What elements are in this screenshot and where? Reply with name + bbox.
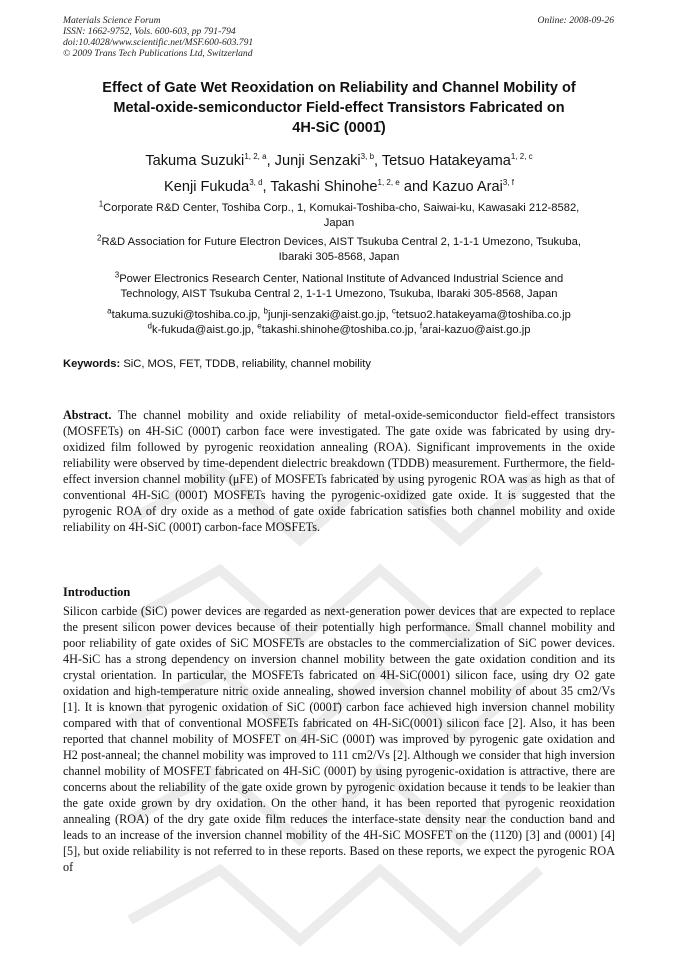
email-sup: e [257, 321, 262, 331]
author-name: Kazuo Arai [432, 179, 503, 195]
affiliation-text: Ibaraki 305-8568, Japan [278, 251, 400, 263]
author-conjunction: and [403, 179, 429, 195]
issn-line: ISSN: 1662-9752, Vols. 600-603, pp 791-794 [63, 26, 236, 37]
affiliation-text: Corporate R&D Center, Toshiba Corp., 1, Komukai-Toshiba-cho, Saiwai-ku, Kawasaki 212-8582, [103, 202, 580, 214]
title-line: Effect of Gate Wet Reoxidation on Reliability and Channel Mobility of [102, 80, 576, 96]
paper-title [40, 78, 638, 138]
author-name: Junji Senzaki [274, 153, 361, 169]
author-list [40, 148, 638, 200]
online-date: Online: 2008-09-26 [537, 15, 614, 26]
author-affil-sup: 3, f [502, 178, 514, 188]
title-line: Metal-oxide-semiconductor Field-effect Transistors Fabricated on [113, 100, 565, 116]
affiliation-number: 1 [98, 199, 104, 209]
email-sup: b [263, 306, 268, 316]
affiliation-text: Technology, AIST Tsukuba Central 2, 1-1-1 Umezono, Tsukuba, Ibaraki 305-8568, Japan [120, 288, 558, 300]
email-address[interactable]: k-fukuda@aist.go.jp [151, 324, 252, 336]
author-affil-sup: 1, 2, a [244, 152, 267, 162]
author-name: Kenji Fukuda [164, 179, 250, 195]
keywords-label: Keywords: [63, 358, 121, 370]
doi-line: doi:10.4028/www.scientific.net/MSF.600-603.791 [63, 37, 254, 48]
author-affil-sup: 1, 2, e [377, 178, 400, 188]
abstract-label: Abstract. [63, 408, 112, 422]
title-line: 4H-SiC (0001̄) [292, 120, 386, 136]
affiliation-number: 2 [97, 233, 102, 243]
email-address[interactable]: junji-senzaki@aist.go.jp [267, 309, 386, 321]
affiliation-text: Japan [323, 217, 355, 229]
author-affil-sup: 3, b [360, 152, 375, 162]
keywords-line [63, 357, 371, 372]
email-list: $^a$takuma.suzuki@toshiba.co.jp, $^b$junji-senzaki@aist.go.jp, $^c$tetsuo2.hatakeyama@toshiba.co.jp $^d$k-fukuda@aist.go.jp, $^e$takashi.shinohe@toshiba.co.jp, $^f$arai-kazuo@aist.go.jp [107, 306, 571, 336]
journal-name: Materials Science Forum [63, 15, 161, 26]
email-sup: a [107, 306, 112, 316]
introduction-paragraph: Silicon carbide (SiC) power devices are regarded as next-generation power devices that are expected to replace the present silicon power devices because of their potentially high performance. Small channel mobility and poor reliability of gate oxides of SiC MOSFETs are obstacles to the commercialization of SiC power devices. 4H-SiC has a strong dependency on inversion channel mobility between the gate oxidation condition and its crystal orientation. In particular, the MOSFETs fabricated on 4H-SiC(0001) silicon face, using dry O2 gate oxidation and high-temperature nitric oxide annealing, showed inversion channel mobility of about 35 cm2/Vs [1]. It is known that pyrogenic oxidation of SiC (0001̄) carbon face achieved high inversion channel mobility compared with that of conventional MOSFETs fabricated on 4H-SiC(0001) silicon face [2]. Also, it has been reported that channel mobility of MOSFET on 4H-SiC (0001̄) was improved by pyrogenic gate oxidation and H2 post-anneal; the channel mobility was improved to 111 cm2/Vs [2]. Although we consider that high inversion channel mobility of MOSFET fabricated on 4H-SiC (0001̄) by using pyrogenic-oxidation is attractive, there are concerns about the reliability of the gate oxide grown by pyrogenic oxidation because it tends to be leakier than the gate oxide grown by dry oxidation. On the other hand, it has been reported that pyrogenic reoxidation annealing (ROA) of the dry gate oxide film reduces the interface-state density near the conduction band and leads to an increase of the inversion channel mobility of the 4H-SiC MOSFET on the (112̄0) [3] and (0001) [4][5], but oxide reliability is not referred to in these reports. Based on these reports, we expect the pyrogenic ROA of [63, 604, 615, 874]
affiliation [55, 235, 623, 265]
author-line: Takuma Suzuki$^{1, 2, a}$, Junji Senzaki$^{3, b}$, Tetsuo Hatakeyama$^{1, 2, c}$ [145, 152, 533, 169]
author-line: Kenji Fukuda$^{3, d}$, Takashi Shinohe$^{1, 2, e}$ and Kazuo Arai$^{3, f}$ [164, 178, 514, 195]
section-heading: Introduction [63, 585, 131, 599]
author-name: Takashi Shinohe [270, 179, 378, 195]
email-sup: d [147, 321, 152, 331]
email-address[interactable]: takuma.suzuki@toshiba.co.jp [111, 309, 258, 321]
affiliation-text: Power Electronics Research Center, National Institute of Advanced Industrial Science and [119, 273, 564, 285]
affiliation-text: R&D Association for Future Electron Devices, AIST Tsukuba Central 2, 1-1-1 Umezono, Tsukuba, [101, 236, 581, 248]
affiliation [55, 201, 623, 231]
abstract-text: The channel mobility and oxide reliability of metal-oxide-semiconductor field-effect transistors (MOSFETs) on 4H-SiC (0001̄) carbon face were investigated. The gate oxide was fabricated by using dry-oxidized film followed by pyrogenic reoxidation annealing (ROA). Significant improvements in the oxide reliability were observed by time-dependent dielectric breakdown (TDDB) measurement. Furthermore, the field-effect inversion channel mobility (μFE) of MOSFETs fabricated by using pyrogenic ROA was as high as that of conventional 4H-SiC (0001̄) MOSFETs having the pyrogenic-oxidized gate oxide. It is suggested that the pyrogenic ROA of dry oxide as a method of gate oxide fabrication satisfies both channel mobility and oxide reliability on 4H-SiC (0001̄) carbon-face MOSFETs. [63, 408, 616, 534]
author-name: Takuma Suzuki [145, 153, 245, 169]
affiliation-number: 3 [114, 270, 120, 280]
author-affil-sup: 3, d [249, 178, 263, 188]
author-name: Tetsuo Hatakeyama [381, 153, 511, 169]
email-address[interactable]: takashi.shinohe@toshiba.co.jp [261, 324, 414, 336]
affiliation [55, 272, 623, 302]
journal-header [63, 15, 253, 59]
email-sup: c [391, 306, 396, 316]
email-address[interactable]: arai-kazuo@aist.go.jp [422, 324, 531, 336]
keywords-text: SiC, MOS, FET, TDDB, reliability, channel mobility [123, 358, 371, 370]
author-affil-sup: 1, 2, c [510, 152, 533, 162]
copyright-line: © 2009 Trans Tech Publications Ltd, Switzerland [63, 48, 253, 59]
abstract-paragraph [63, 407, 615, 535]
email-address[interactable]: tetsuo2.hatakeyama@toshiba.co.jp [395, 309, 571, 321]
email-sup: f [419, 321, 423, 331]
